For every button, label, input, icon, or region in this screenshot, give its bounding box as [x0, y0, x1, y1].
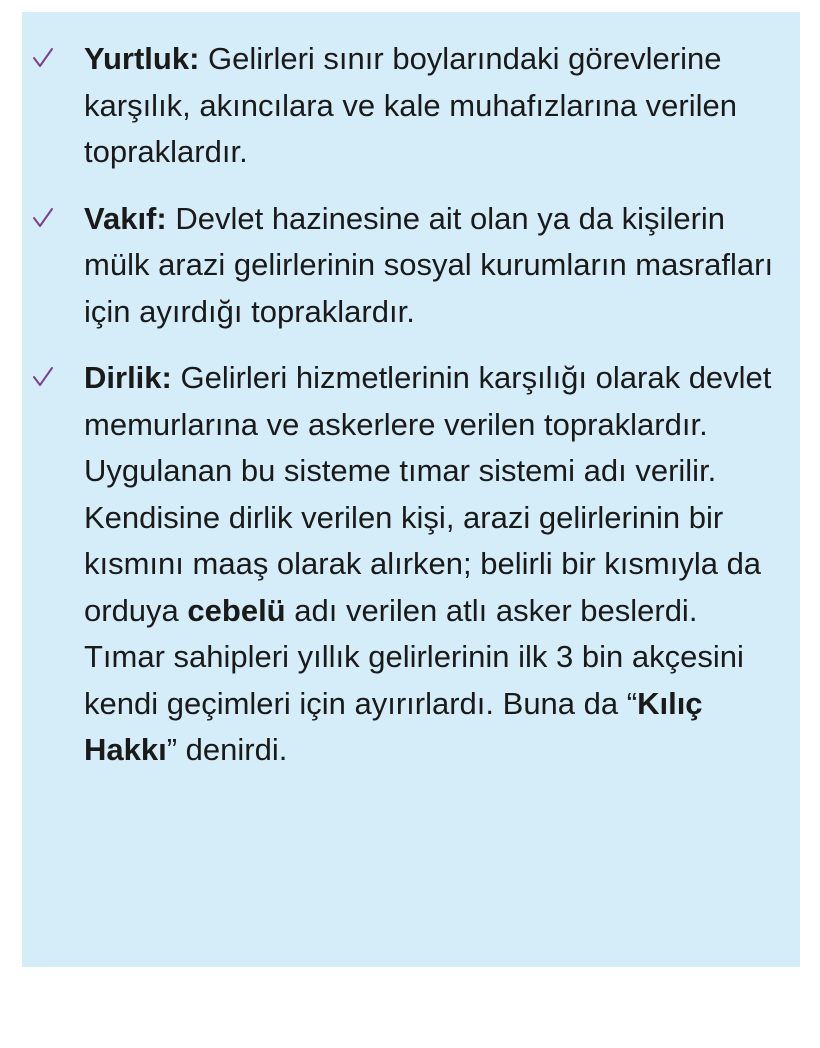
list-item-vakif [22, 196, 782, 336]
term-label: Dirlik: [84, 360, 172, 395]
term-label: Yurtluk: [84, 41, 200, 76]
definition-text: Gelirleri hizmetlerinin karşılığı olarak devlet memurlarına ve askerlere verilen topraklardır. Uygulanan bu sisteme tımar sistemi adı verilir. Kendisine dirlik verilen kişi, arazi gelirlerinin bir kısmını maaş olarak alırken; belirli bir kısmıyla da orduya [84, 360, 772, 628]
info-panel [22, 12, 800, 967]
check-icon [32, 36, 54, 82]
list-item-dirlik [22, 355, 782, 774]
definition-text: adı verilen atlı asker beslerdi. Tımar sahipleri yıllık gelirlerinin ilk 3 bin akçesini kendi geçimleri için ayırırlardı. Buna da “ [84, 592, 744, 721]
definition-text: Gelirleri sınır boylarındaki görevlerine karşılık, akıncılara ve kale muhafızlarına verilen topraklardır. [84, 41, 737, 169]
definition-text: Devlet hazinesine ait olan ya da kişilerin mülk arazi gelirlerinin sosyal kurumların masrafları için ayırdığı topraklardır. [84, 200, 774, 329]
kilic-hakki-term: Kılıç Hakkı [84, 685, 703, 767]
check-icon [32, 196, 54, 242]
term-label: Vakıf: [84, 200, 167, 236]
definition-text: ” denirdi. [166, 732, 288, 767]
cebelu-term: cebelü [187, 592, 286, 628]
list-item-yurtluk [22, 36, 782, 176]
check-icon [32, 355, 54, 401]
